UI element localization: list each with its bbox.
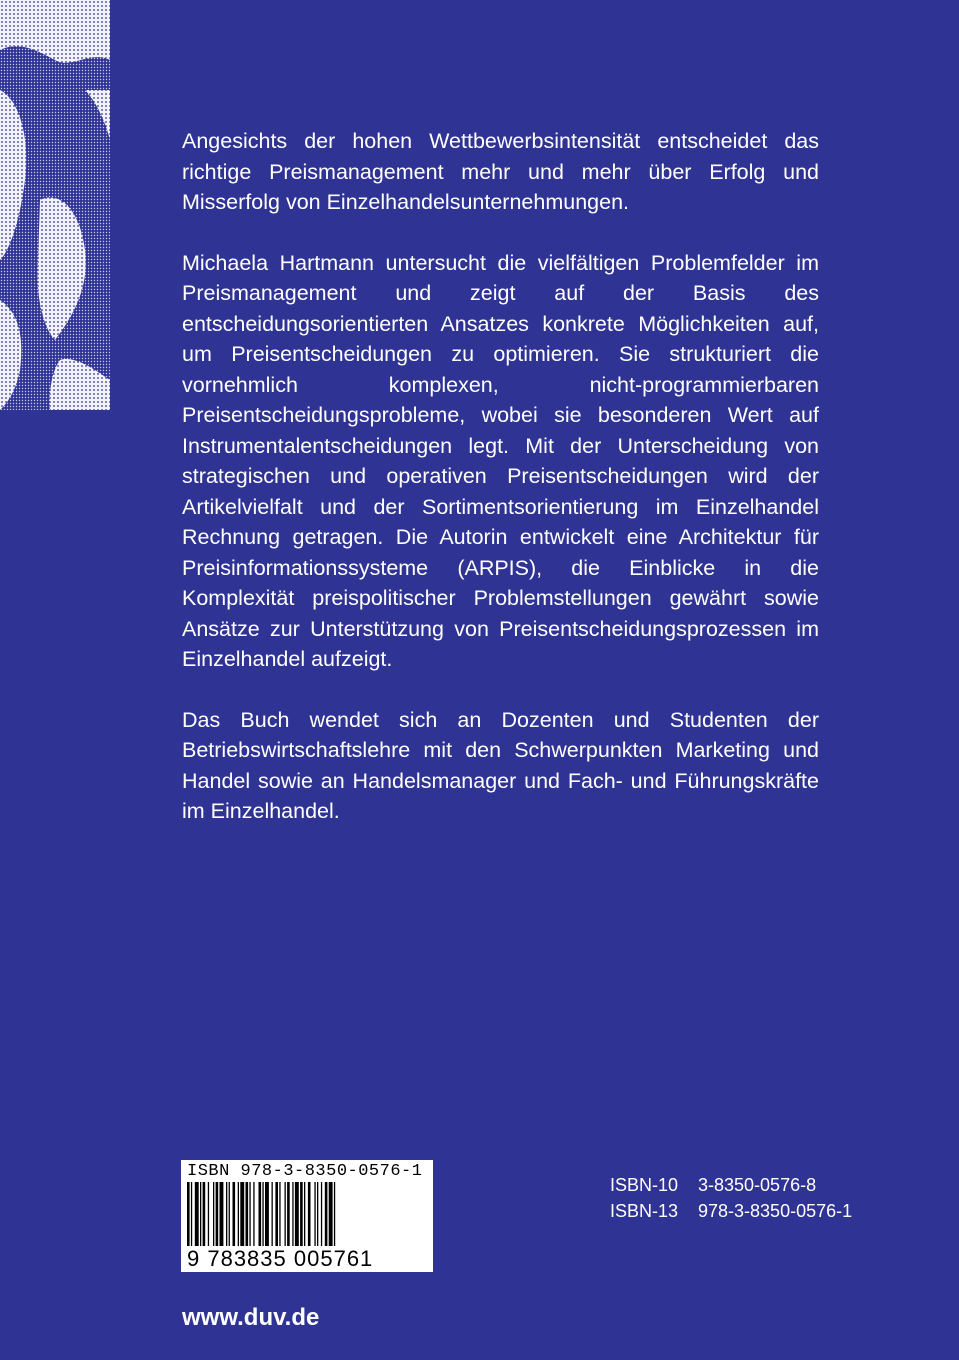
isbn-10-value: 3-8350-0576-8 [698, 1175, 817, 1195]
isbn-13-label: ISBN-13 [610, 1201, 679, 1221]
isbn-info [610, 1172, 852, 1224]
blurb-paragraph-intro: Angesichts der hohen Wettbewerbsintensität entscheidet das richtige Preismanagement mehr und mehr über Erfolg und Misserfolg von Einzelhandelsunternehmungen. [182, 129, 819, 214]
isbn-13-row [610, 1198, 852, 1224]
isbn-10-row [610, 1172, 852, 1198]
barcode [181, 1160, 433, 1272]
isbn-10-label: ISBN-10 [610, 1175, 679, 1195]
isbn-13-value: 978-3-8350-0576-1 [698, 1201, 853, 1221]
publisher-website: www.duv.de [182, 1304, 320, 1331]
blurb-paragraph-audience: Das Buch wendet sich an Dozenten und Studenten der Betriebswirtschaftslehre mit den Schwerpunkten Marketing und Handel sowie an Handelsmanager und Fach- und Führungskräfte im Einzelhandel. [182, 707, 819, 823]
barcode-isbn-label: ISBN 978-3-8350-0576-1 [187, 1162, 423, 1181]
barcode-bars [185, 1182, 429, 1246]
book-blurb [182, 126, 819, 857]
globe-icon [0, 0, 110, 410]
blurb-paragraph-content: Michaela Hartmann untersucht die vielfältigen Problemfelder im Preismanagement und zeigt auf der Basis des entscheidungsorientierten Ansatzes konkrete Möglichkeiten auf, um Preisentscheidungen zu optimieren. Sie strukturiert die vornehmlich komplexen, nicht-programmierbaren Preisentscheidungsprobleme, wobei sie besonderen Wert auf Instrumentalentscheidungen legt. Mit der Unterscheidung von strategischen und operativen Preisentscheidungen wird der Artikelvielfalt und der Sortimentsorientierung im Einzelhandel Rechnung getragen. Die Autorin entwickelt eine Architektur für Preisinformationssysteme (ARPIS), die Einblicke in die Komplexität preispolitischer Problemstellungen gewährt sowie Ansätze zur Unterstützung von Preisentscheidungsprozessen im Einzelhandel aufzeigt. [182, 250, 819, 671]
barcode-digits: 9 783835 005761 [187, 1246, 374, 1271]
globe-image [0, 0, 110, 410]
